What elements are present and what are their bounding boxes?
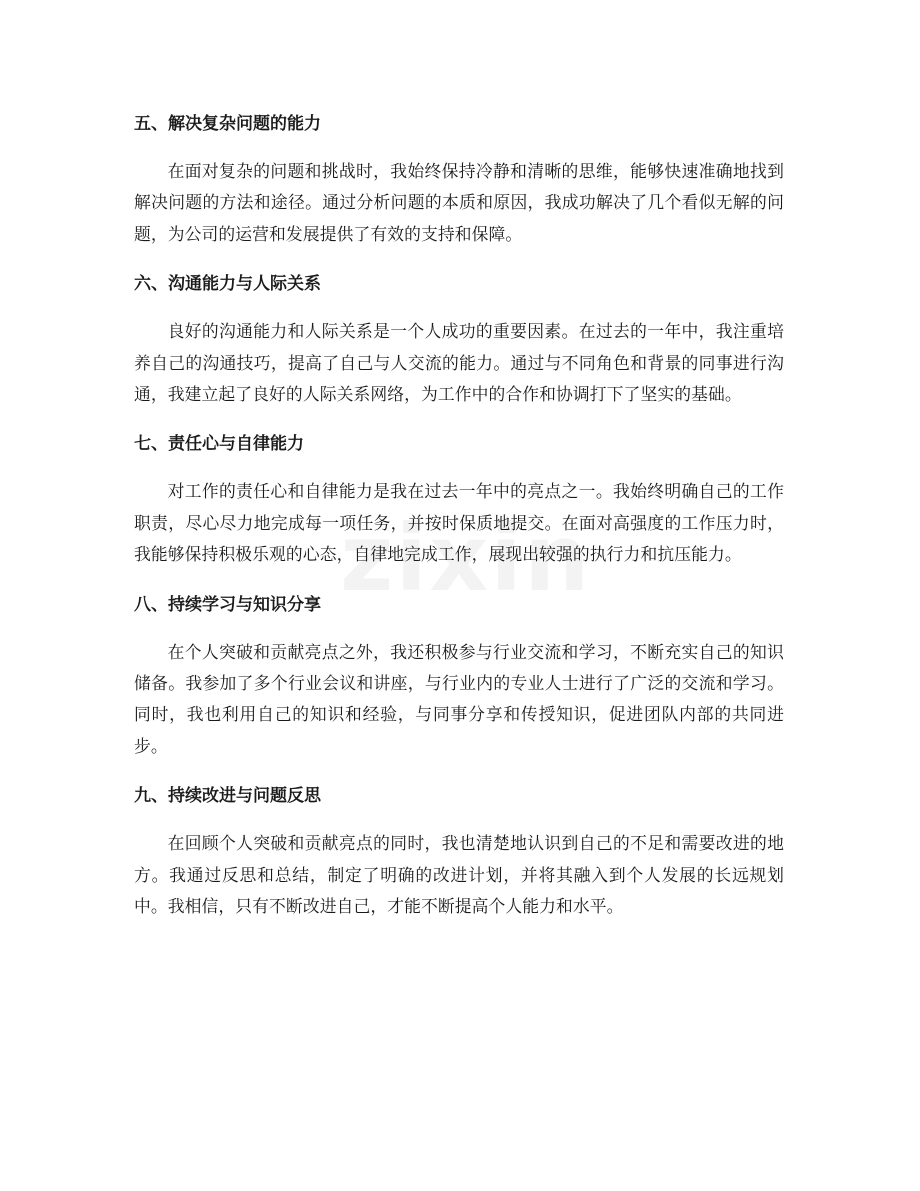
- section-9: [134, 784, 784, 922]
- section-5: [134, 112, 784, 250]
- section-paragraph: 在面对复杂的问题和挑战时，我始终保持冷静和清晰的思维，能够快速准确地找到解决问题的方法和途径。通过分析问题的本质和原因，我成功解决了几个看似无解的问题，为公司的运营和发展提供了有效的支持和保障。: [134, 161, 784, 244]
- section-paragraph: 在个人突破和贡献亮点之外，我还积极参与行业交流和学习，不断充实自己的知识储备。我参加了多个行业会议和讲座，与行业内的专业人士进行了广泛的交流和学习。同时，我也利用自己的知识和经验，与同事分享和传授知识，促进团队内部的共同进步。: [134, 641, 784, 756]
- section-7: [134, 432, 784, 570]
- section-heading: 七、责任心与自律能力: [134, 434, 304, 455]
- section-paragraph: 良好的沟通能力和人际关系是一个人成功的重要因素。在过去的一年中，我注重培养自己的沟通技巧，提高了自己与人交流的能力。通过与不同角色和背景的同事进行沟通，我建立起了良好的人际关系网络，为工作中的合作和协调打下了坚实的基础。: [134, 321, 784, 405]
- section-heading: 九、持续改进与问题反思: [134, 786, 321, 807]
- section-heading: 八、持续学习与知识分享: [134, 594, 321, 615]
- section-heading: 五、解决复杂问题的能力: [134, 114, 321, 134]
- section-heading: 六、沟通能力与人际关系: [134, 274, 321, 295]
- section-8: [134, 593, 784, 763]
- section-paragraph: 对工作的责任心和自律能力是我在过去一年中的亮点之一。我始终明确自己的工作职责，尽心尽力地完成每一项任务，并按时保质地提交。在面对高强度的工作压力时，我能够保持积极乐观的心态，自律地完成工作，展现出较强的执行力和抗压能力。: [134, 481, 784, 565]
- section-paragraph: 在回顾个人突破和贡献亮点的同时，我也清楚地认识到自己的不足和需要改进的地方。我通过反思和总结，制定了明确的改进计划，并将其融入到个人发展的长远规划中。我相信，只有不断改进自己，才能不断提高个人能力和水平。: [134, 833, 784, 917]
- document-page: [134, 98, 784, 923]
- section-6: [134, 272, 784, 410]
